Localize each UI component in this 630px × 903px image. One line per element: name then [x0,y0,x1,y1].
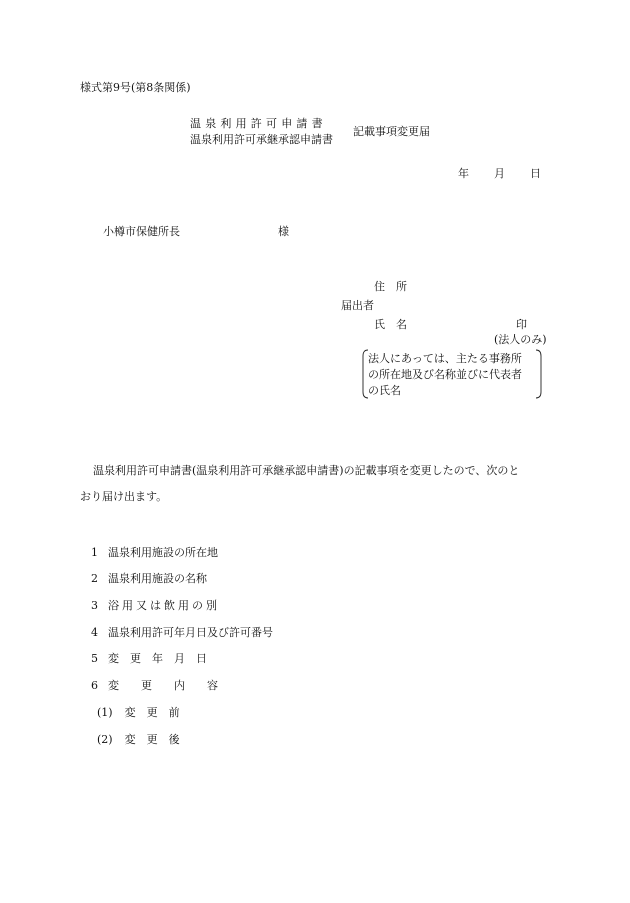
item-number: 1 [91,546,98,559]
item-label: 変 更 内 容 [108,679,218,692]
item-label: 温泉利用許可年月日及び許可番号 [108,626,273,639]
list-item [91,679,218,693]
seal-mark: 印 [516,318,527,331]
name-label: 氏 名 [374,318,407,331]
sub-item-number: (2) [97,733,113,746]
item-number: 3 [91,599,98,612]
list-item [91,599,220,613]
sub-item-label: 変 更 後 [124,733,180,746]
seal-note: (法人のみ) [494,333,547,346]
item-number: 6 [91,679,98,692]
list-item [91,626,273,640]
item-number: 5 [91,652,98,665]
body-text-line1: 温泉利用許可申請書(温泉利用許可承継承認申請書)の記載事項を変更したので、次のと [93,464,520,477]
date-day: 日 [530,167,541,180]
sub-item-number: (1) [97,706,113,719]
title-line1: 温泉利用許可申請書 [190,117,327,130]
list-item [91,546,218,560]
item-label: 温泉利用施設の名称 [108,572,207,585]
corp-note-line1: 法人にあっては、主たる事務所 [368,352,522,365]
item-number: 2 [91,572,98,585]
item-number: 4 [91,626,98,639]
date-month: 月 [494,167,505,180]
corp-note-line3: の氏名 [368,384,401,397]
corp-note-line2: の所在地及び名称並びに代表者 [368,368,522,381]
addressee-honorific: 様 [278,225,289,238]
sub-item-label: 変 更 前 [124,706,180,719]
item-label: 浴用又は飲用の別 [108,599,220,612]
item-label: 変 更 年 月 日 [108,652,207,665]
addressee-name: 小樽市保健所長 [103,225,180,238]
address-label: 住 所 [374,280,407,293]
item-label: 温泉利用施設の所在地 [108,546,218,559]
notifier-label: 届出者 [341,299,374,312]
sub-list-item [97,706,180,720]
list-item [91,572,207,586]
date-year: 年 [458,167,469,180]
list-item [91,652,207,666]
sub-list-item [97,733,180,747]
form-label: 様式第9号(第8条関係) [80,81,191,94]
body-text-line2: おり届け出ます。 [80,490,168,503]
title-suffix: 記載事項変更届 [353,125,430,138]
title-line2: 温泉利用許可承継承認申請書 [190,133,333,146]
